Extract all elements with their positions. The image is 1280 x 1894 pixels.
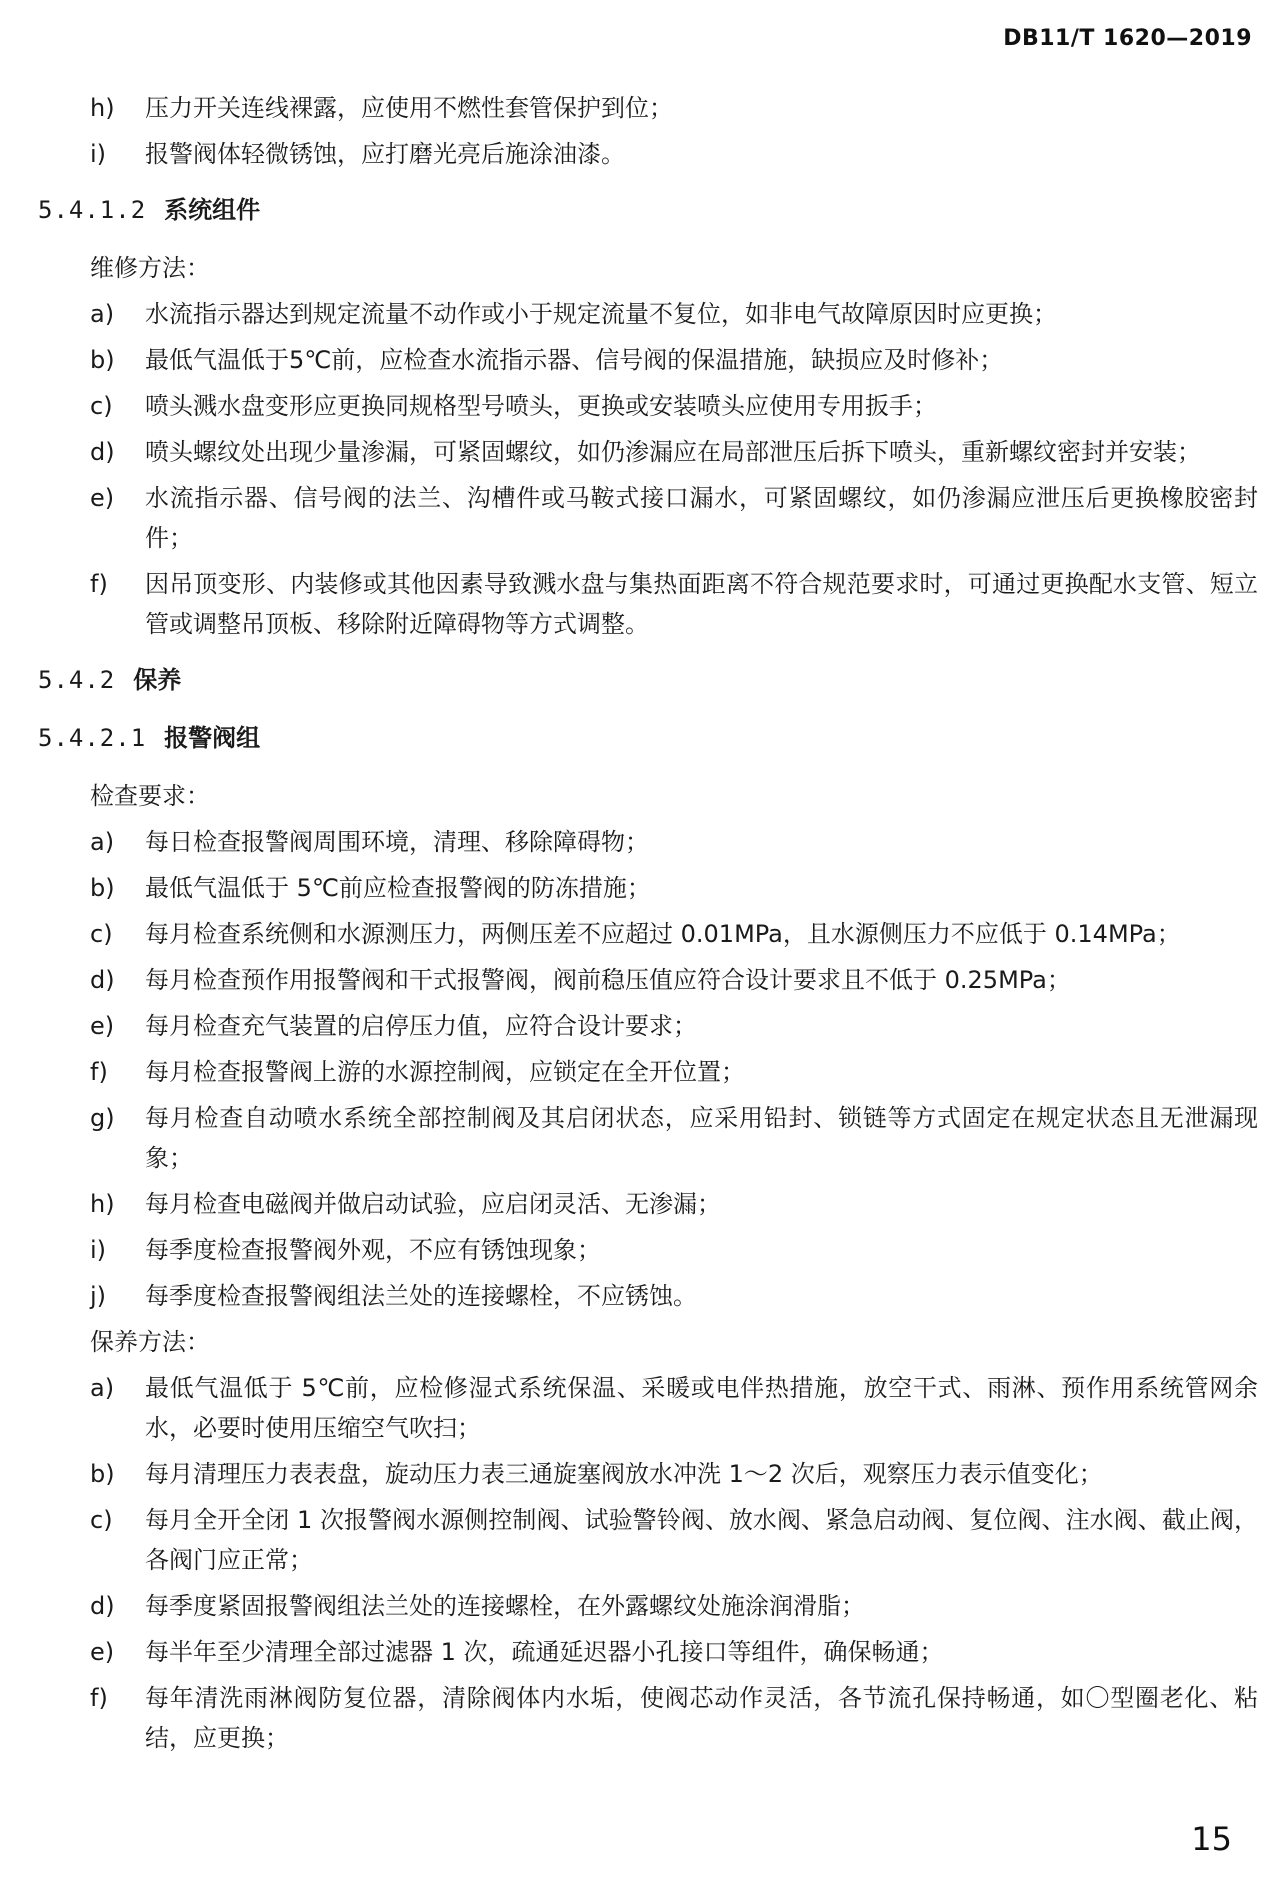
item-text: 报警阀体轻微锈蚀，应打磨光亮后施涂油漆。 bbox=[145, 140, 625, 168]
item-label: b) bbox=[90, 1460, 115, 1488]
section-heading bbox=[38, 190, 1258, 230]
item-label: i) bbox=[90, 1236, 107, 1264]
item-text: 每季度紧固报警阀组法兰处的连接螺栓，在外露螺纹处施涂润滑脂； bbox=[145, 1592, 865, 1620]
section-number: 5.4.2.1 bbox=[38, 724, 147, 752]
list-item bbox=[38, 340, 1258, 380]
item-label: b) bbox=[90, 874, 115, 902]
item-label: f) bbox=[90, 570, 108, 598]
item-text: 喷头溅水盘变形应更换同规格型号喷头，更换或安装喷头应使用专用扳手； bbox=[145, 392, 937, 420]
item-label: e) bbox=[90, 1638, 115, 1666]
item-text: 每年清洗雨淋阀防复位器，清除阀体内水垢，使阀芯动作灵活，各节流孔保持畅通，如〇型圈老化、粘结，应更换； bbox=[145, 1684, 1258, 1752]
list-item bbox=[38, 1184, 1258, 1224]
item-label: h) bbox=[90, 94, 115, 122]
item-label: f) bbox=[90, 1684, 108, 1712]
item-label: b) bbox=[90, 346, 115, 374]
item-label: f) bbox=[90, 1058, 108, 1086]
item-text: 每月检查充气装置的启停压力值，应符合设计要求； bbox=[145, 1012, 697, 1040]
list-item bbox=[38, 432, 1258, 472]
section-heading bbox=[38, 660, 1258, 700]
list-item bbox=[38, 294, 1258, 334]
item-text: 每半年至少清理全部过滤器 1 次，疏通延迟器小孔接口等组件，确保畅通； bbox=[145, 1638, 944, 1666]
item-text: 每月检查自动喷水系统全部控制阀及其启闭状态，应采用铅封、锁链等方式固定在规定状态且无泄漏现象； bbox=[145, 1104, 1258, 1172]
list-item bbox=[38, 822, 1258, 862]
item-label: d) bbox=[90, 1592, 115, 1620]
item-text: 每月全开全闭 1 次报警阀水源侧控制阀、试验警铃阀、放水阀、紧急启动阀、复位阀、注水阀、截止阀，各阀门应正常； bbox=[145, 1506, 1258, 1574]
item-text: 最低气温低于 5℃前，应检修湿式系统保温、采暖或电伴热措施，放空干式、雨淋、预作用系统管网余水，必要时使用压缩空气吹扫； bbox=[145, 1374, 1258, 1442]
item-text: 每日检查报警阀周围环境，清理、移除障碍物； bbox=[145, 828, 649, 856]
item-text: 最低气温低于5℃前，应检查水流指示器、信号阀的保温措施，缺损应及时修补； bbox=[145, 346, 1004, 374]
item-text: 水流指示器、信号阀的法兰、沟槽件或马鞍式接口漏水，可紧固螺纹，如仍渗漏应泄压后更换橡胶密封件； bbox=[145, 484, 1258, 552]
list-item bbox=[38, 1006, 1258, 1046]
list-item bbox=[38, 960, 1258, 1000]
list-item bbox=[38, 1098, 1258, 1178]
list-item bbox=[38, 1230, 1258, 1270]
item-text: 水流指示器达到规定流量不动作或小于规定流量不复位，如非电气故障原因时应更换； bbox=[145, 300, 1057, 328]
item-label: c) bbox=[90, 392, 113, 420]
item-label: e) bbox=[90, 1012, 115, 1040]
paragraph: 维修方法： bbox=[90, 254, 210, 282]
list-item bbox=[38, 1632, 1258, 1672]
item-text: 压力开关连线裸露，应使用不燃性套管保护到位； bbox=[145, 94, 673, 122]
item-label: j) bbox=[90, 1282, 107, 1310]
section-title: 系统组件 bbox=[164, 196, 261, 224]
item-label: d) bbox=[90, 438, 115, 466]
item-text: 每季度检查报警阀组法兰处的连接螺栓，不应锈蚀。 bbox=[145, 1282, 697, 1310]
list-item bbox=[38, 1678, 1258, 1758]
item-text: 喷头螺纹处出现少量渗漏，可紧固螺纹，如仍渗漏应在局部泄压后拆下喷头，重新螺纹密封并安装； bbox=[145, 438, 1201, 466]
item-label: c) bbox=[90, 1506, 113, 1534]
section-number: 5.4.1.2 bbox=[38, 196, 147, 224]
item-text: 每月检查报警阀上游的水源控制阀，应锁定在全开位置； bbox=[145, 1058, 745, 1086]
item-label: d) bbox=[90, 966, 115, 994]
list-item bbox=[38, 564, 1258, 644]
list-item bbox=[38, 1454, 1258, 1494]
document-body bbox=[38, 88, 1258, 1764]
item-label: g) bbox=[90, 1104, 115, 1132]
item-text: 每月检查系统侧和水源测压力，两侧压差不应超过 0.01MPa，且水源侧压力不应低于 0.14MPa； bbox=[145, 920, 1181, 948]
item-label: a) bbox=[90, 828, 115, 856]
paragraph: 检查要求： bbox=[90, 782, 210, 810]
section-title: 保养 bbox=[133, 666, 182, 694]
item-label: a) bbox=[90, 300, 115, 328]
list-item bbox=[38, 134, 1258, 174]
item-text: 每月检查电磁阀并做启动试验，应启闭灵活、无渗漏； bbox=[145, 1190, 721, 1218]
list-item bbox=[38, 1586, 1258, 1626]
list-item bbox=[38, 1052, 1258, 1092]
item-text: 因吊顶变形、内装修或其他因素导致溅水盘与集热面距离不符合规范要求时，可通过更换配水支管、短立管或调整吊顶板、移除附近障碍物等方式调整。 bbox=[145, 570, 1258, 638]
item-label: i) bbox=[90, 140, 107, 168]
list-item bbox=[38, 1500, 1258, 1580]
list-item bbox=[38, 914, 1258, 954]
document-code: DB11/T 1620—2019 bbox=[1003, 26, 1252, 51]
item-text: 每月检查预作用报警阀和干式报警阀，阀前稳压值应符合设计要求且不低于 0.25MPa； bbox=[145, 966, 1071, 994]
item-label: h) bbox=[90, 1190, 115, 1218]
item-text: 最低气温低于 5℃前应检查报警阀的防冻措施； bbox=[145, 874, 651, 902]
item-label: c) bbox=[90, 920, 113, 948]
list-item bbox=[38, 386, 1258, 426]
list-item bbox=[38, 88, 1258, 128]
list-item bbox=[38, 1276, 1258, 1316]
paragraph: 保养方法： bbox=[90, 1328, 210, 1356]
list-item bbox=[38, 868, 1258, 908]
list-item bbox=[38, 1368, 1258, 1448]
list-item bbox=[38, 478, 1258, 558]
section-heading bbox=[38, 718, 1258, 758]
item-label: e) bbox=[90, 484, 115, 512]
section-number: 5.4.2 bbox=[38, 666, 116, 694]
item-text: 每季度检查报警阀外观，不应有锈蚀现象； bbox=[145, 1236, 601, 1264]
section-title: 报警阀组 bbox=[164, 724, 261, 752]
page-number: 15 bbox=[1191, 1820, 1232, 1858]
item-label: a) bbox=[90, 1374, 115, 1402]
item-text: 每月清理压力表表盘，旋动压力表三通旋塞阀放水冲洗 1～2 次后，观察压力表示值变化； bbox=[145, 1460, 1103, 1488]
